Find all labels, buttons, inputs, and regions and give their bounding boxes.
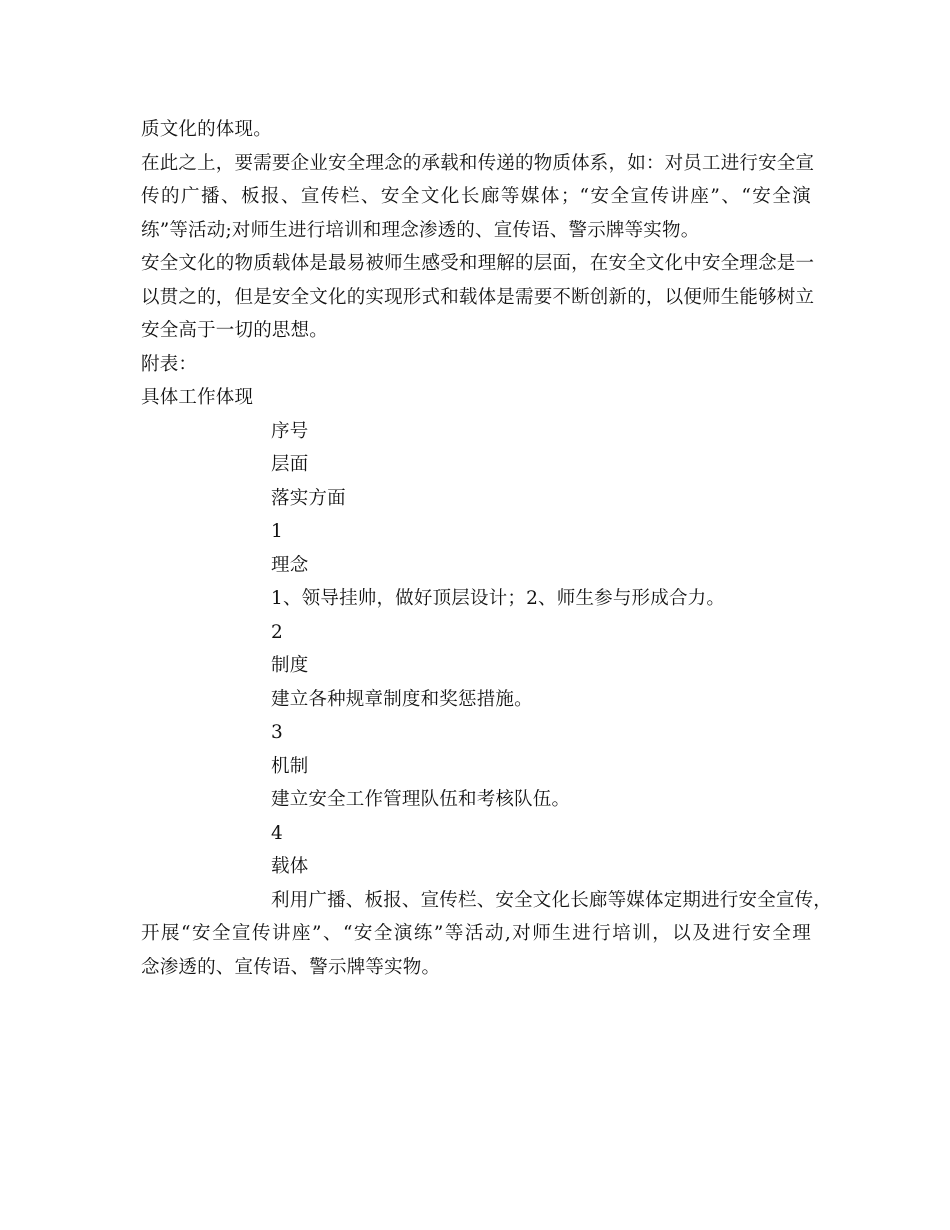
cell-level: 理念 — [271, 554, 309, 576]
cell-detail-line: 开展“安全宣传讲座”、“安全演练”等活动,对师生进行培训，以及进行安全理 — [141, 923, 811, 944]
cell-no: 3 — [271, 722, 283, 743]
table-row — [141, 716, 811, 817]
cell-level: 载体 — [271, 856, 309, 877]
paragraph-line: 在此之上，要需要企业安全理念的承载和传递的物质体系，如：对员工进行安全宣 — [141, 152, 815, 174]
paragraph-material-system — [141, 147, 815, 248]
paragraph-carrier — [141, 247, 815, 348]
header-cell-level: 层面 — [271, 454, 309, 475]
table-title: 具体工作体现 — [141, 387, 254, 408]
paragraph-line: 以贯之的，但是安全文化的实现形式和载体是需要不断创新的，以便师生能够树立 — [141, 286, 815, 308]
table-row — [141, 616, 811, 717]
paragraph-line: 传的广播、板报、宣传栏、安全文化长廊等媒体；“安全宣传讲座”、“安全演 — [141, 186, 811, 207]
table-row — [141, 515, 811, 616]
cell-detail: 建立各种规章制度和奖惩措施。 — [271, 688, 533, 710]
cell-no: 1 — [271, 521, 283, 542]
table-row — [141, 817, 833, 985]
cell-detail-line: 念渗透的、宣传语、警示牌等实物。 — [141, 956, 441, 978]
table-header-row — [141, 415, 811, 516]
appendix-label: 附表： — [141, 353, 198, 375]
cell-level: 制度 — [271, 655, 309, 676]
cell-detail-line: 利用广播、板报、宣传栏、安全文化长廊等媒体定期进行安全宣传， — [271, 889, 833, 911]
paragraph-line: 练”等活动;对师生进行培训和理念渗透的、宣传语、警示牌等实物。 — [141, 219, 700, 241]
document-body — [141, 113, 833, 984]
cell-detail: 建立安全工作管理队伍和考核队伍。 — [271, 789, 571, 810]
cell-level: 机制 — [271, 755, 309, 777]
paragraph-line: 安全文化的物质载体是最易被师生感受和理解的层面，在安全文化中安全理念是一 — [141, 253, 815, 274]
cell-detail: 1、领导挂帅，做好顶层设计；2、师生参与形成合力。 — [271, 588, 726, 609]
header-cell-no: 序号 — [271, 420, 309, 442]
header-cell-detail: 落实方面 — [271, 487, 346, 509]
work-table — [141, 415, 833, 985]
paragraph-intro-tail: 质文化的体现。 — [141, 119, 272, 140]
cell-no: 4 — [271, 822, 283, 844]
cell-detail — [141, 884, 833, 985]
cell-no: 2 — [271, 621, 283, 643]
paragraph-line: 安全高于一切的思想。 — [141, 320, 329, 341]
